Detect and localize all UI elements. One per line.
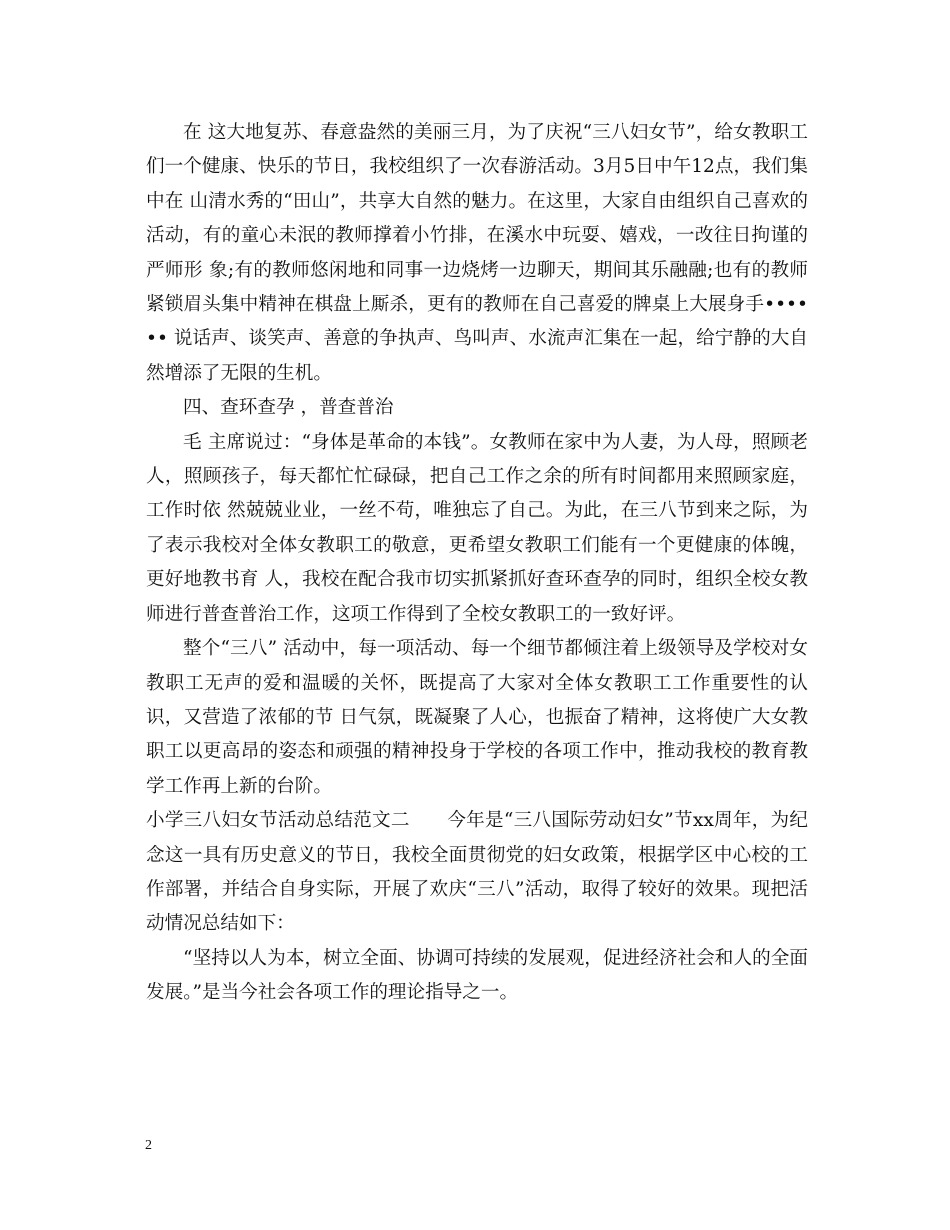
page-number: 2: [145, 1138, 152, 1153]
section-heading-checkup: 四、查环查孕 ，普查普治: [183, 397, 394, 419]
document-body: [146, 116, 808, 1011]
paragraph-spring-outing: 在 这大地复苏、春意盎然的美丽三月，为了庆祝“三八妇女节”，给女教职工们一个健康、快乐的节日，我校组织了一次春游活动。3月5日中午12点，我们集中在 山清水秀的“田山”，共享大自然的魅力。在这里，大家自由组织自己喜欢的活动，有的童心未泯的教师撑着小竹排，在溪水中玩耍、嬉戏，一改往日拘谨的严师形 象;有的教师悠闲地和同事一边烧烤一边聊天，期间其乐融融;也有的教师紧锁眉头集中精神在棋盘上厮杀，更有的教师在自己喜爱的牌桌上大展身手•••••• 说话声、谈笑声、善意的争执声、鸟叫声、水流声汇集在一起，给宁静的大自然增添了无限的生机。: [146, 122, 808, 384]
paragraph-sample-two-intro: 小学三八妇女节活动总结范文二 今年是“三八国际劳动妇女”节xx周年，为纪念这一具有历史意义的节日，我校全面贯彻党的妇女政策，根据学区中心校的工作部署，并结合自身实际，开展了欢庆“三八”活动，取得了较好的效果。现把活动情况总结如下：: [146, 810, 808, 935]
paragraph-people-oriented: “坚持以人为本，树立全面、协调可持续的发展观，促进经济社会和人的全面发展。”是当今社会各项工作的理论指导之一。: [146, 947, 808, 1004]
paragraph-health-checkup: 毛 主席说过：“身体是革命的本钱”。女教师在家中为人妻，为人母，照顾老人，照顾孩子，每天都忙忙碌碌，把自己工作之余的所有时间都用来照顾家庭，工作时依 然兢兢业业，一丝不苟，唯独忘了自己。为此，在三八节到来之际，为了表示我校对全体女教职工的敬意，更希望女教职工们能有一个更健康的体魄，更好地教书育 人，我校在配合我市切实抓紧抓好查环查孕的同时，组织全校女教师进行普查普治工作，这项工作得到了全校女教职工的一致好评。: [146, 431, 808, 625]
paragraph-activity-summary: 整个“三八” 活动中，每一项活动、每一个细节都倾注着上级领导及学校对女教职工无声的爱和温暖的关怀，既提高了大家对全体女教职工工作重要性的认识，又营造了浓郁的节 日气氛，既凝聚了人心，也振奋了精神，这将使广大女教职工以更高昂的姿态和顽强的精神投身于学校的各项工作中，推动我校的教育教学工作再上新的台阶。: [146, 638, 808, 797]
